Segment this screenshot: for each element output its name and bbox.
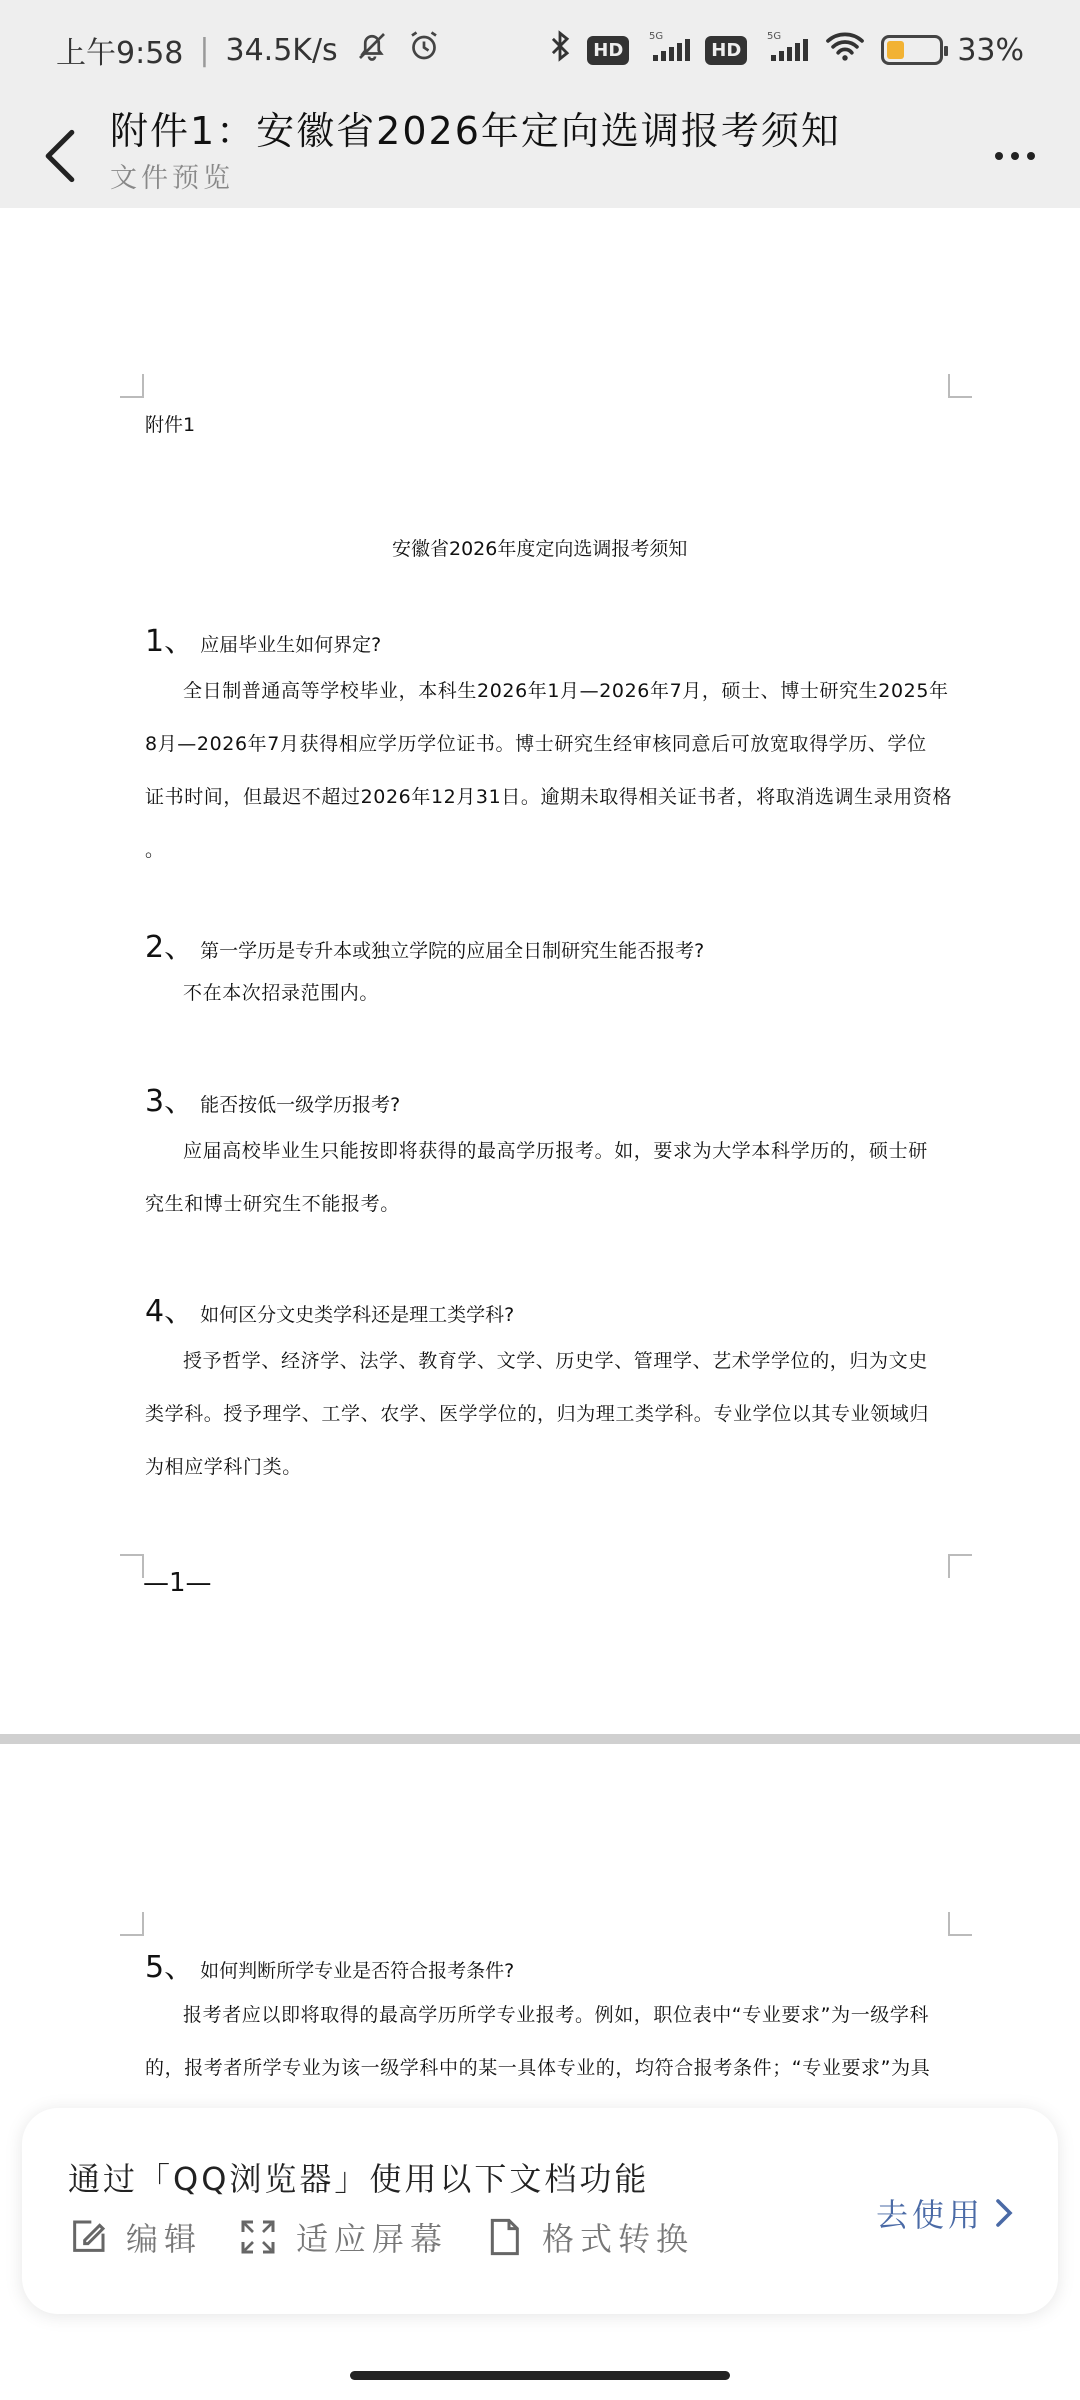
paragraph-line: 不在本次招录范围内。 — [183, 982, 380, 1004]
page-divider — [0, 1734, 1080, 1744]
document-heading: 安徽省2026年度定向选调报考须知 — [392, 538, 688, 560]
paragraph-line: 应届高校毕业生只能按即将获得的最高学历报考。如，要求为大学本科学历的，硕士研 — [183, 1140, 928, 1162]
paragraph-line: 全日制普通高等学校毕业，本科生2026年1月—2026年7月，硕士、博士研究生2025年 — [183, 680, 949, 702]
hd-badge-2: HD — [705, 36, 747, 65]
paragraph-line: 类学科。授予理学、工学、农学、医学学位的，归为理工类学科。专业学位以其专业领域归 — [145, 1403, 930, 1425]
paragraph-line: 证书时间，但最迟不超过2026年12月31日。逾期未取得相关证书者，将取消选调生录用资格 — [145, 786, 953, 808]
page-corner-mark — [948, 374, 972, 398]
wifi-icon — [823, 29, 867, 71]
svg-text:5G: 5G — [649, 31, 664, 42]
paragraph-line: 究生和博士研究生不能报考。 — [145, 1193, 400, 1215]
more-dot-icon — [995, 152, 1003, 160]
question-5-heading — [145, 1942, 514, 1986]
home-indicator[interactable] — [350, 2371, 730, 2380]
paragraph-line: 。 — [145, 839, 165, 861]
status-time: 上午9:58 — [56, 36, 184, 71]
question-2-heading — [145, 922, 704, 966]
chevron-right-icon — [994, 2198, 1014, 2228]
signal-icon-2 — [761, 29, 809, 71]
page-corner-mark — [948, 1554, 972, 1578]
file-convert-icon — [484, 2217, 524, 2257]
battery-icon — [881, 35, 943, 65]
question-title: 应届毕业生如何界定? — [200, 634, 382, 656]
attachment-label: 附件1 — [145, 414, 196, 436]
question-number: 5、 — [145, 1950, 195, 1985]
question-title: 如何判断所学专业是否符合报考条件? — [200, 1960, 515, 1982]
title-bar — [0, 100, 1080, 208]
page-corner-mark — [120, 1912, 144, 1936]
bluetooth-icon — [547, 29, 573, 71]
document-title: 附件1：安徽省2026年定向选调报考须知 — [110, 109, 841, 153]
fit-screen-feature-button[interactable] — [238, 2214, 448, 2260]
status-net-speed: 34.5K/s — [225, 32, 338, 68]
question-title: 如何区分文史类学科还是理工类学科? — [200, 1304, 515, 1326]
page-corner-mark — [120, 1554, 144, 1578]
document-subtitle: 文件预览 — [110, 163, 234, 194]
question-4-heading — [145, 1286, 514, 1330]
question-3-heading — [145, 1076, 400, 1120]
paragraph-line: 报考者应以即将取得的最高学历所学专业报考。例如，职位表中“专业要求”为一级学科 — [183, 2004, 930, 2026]
status-bar — [0, 0, 1080, 100]
question-title: 第一学历是专升本或独立学院的应届全日制研究生能否报考? — [200, 940, 705, 962]
format-convert-feature-button[interactable] — [484, 2214, 694, 2260]
promo-title: 通过「QQ浏览器」使用以下文档功能 — [68, 2160, 650, 2198]
paragraph-line: 8月—2026年7月获得相应学历学位证书。博士研究生经审核同意后可放宽取得学历、学位 — [145, 733, 927, 755]
status-separator: | — [199, 32, 210, 68]
question-1-heading — [145, 616, 381, 660]
page-corner-mark — [948, 1912, 972, 1936]
svg-text:5G: 5G — [767, 31, 782, 42]
question-number: 2、 — [145, 930, 195, 965]
paragraph-line: 的，报考者所学专业为该一级学科中的某一具体专业的，均符合报考条件；“专业要求”为具 — [145, 2057, 931, 2079]
more-dot-icon — [1027, 152, 1035, 160]
question-number: 4、 — [145, 1294, 195, 1329]
question-title: 能否按低一级学历报考? — [200, 1094, 401, 1116]
more-dot-icon — [1011, 152, 1019, 160]
edit-feature-button[interactable] — [68, 2214, 202, 2260]
battery-fill — [887, 41, 904, 59]
question-number: 3、 — [145, 1084, 195, 1119]
more-options-button[interactable] — [980, 126, 1050, 186]
question-number: 1、 — [145, 624, 195, 659]
fit-screen-icon — [238, 2217, 278, 2257]
edit-icon — [68, 2217, 108, 2257]
signal-icon-1 — [643, 29, 691, 71]
paragraph-line: 为相应学科门类。 — [145, 1456, 302, 1478]
alarm-icon — [406, 28, 442, 72]
battery-percent: 33% — [957, 32, 1024, 68]
paragraph-line: 授予哲学、经济学、法学、教育学、文学、历史学、管理学、艺术学学位的，归为文史 — [183, 1350, 928, 1372]
edit-feature-label: 编辑 — [126, 2220, 203, 2258]
go-use-button[interactable] — [876, 2190, 1014, 2236]
fit-screen-feature-label: 适应屏幕 — [296, 2220, 449, 2258]
document-page-1[interactable] — [0, 208, 1080, 1734]
page-number: —1— — [143, 1568, 212, 1598]
format-convert-feature-label: 格式转换 — [542, 2220, 695, 2258]
back-button[interactable] — [28, 114, 92, 198]
mute-bell-icon — [354, 28, 390, 72]
qq-browser-promo-card[interactable] — [22, 2108, 1058, 2314]
go-use-label: 去使用 — [875, 2196, 984, 2234]
page-corner-mark — [120, 374, 144, 398]
hd-badge-1: HD — [587, 36, 629, 65]
chevron-left-icon — [43, 129, 77, 183]
